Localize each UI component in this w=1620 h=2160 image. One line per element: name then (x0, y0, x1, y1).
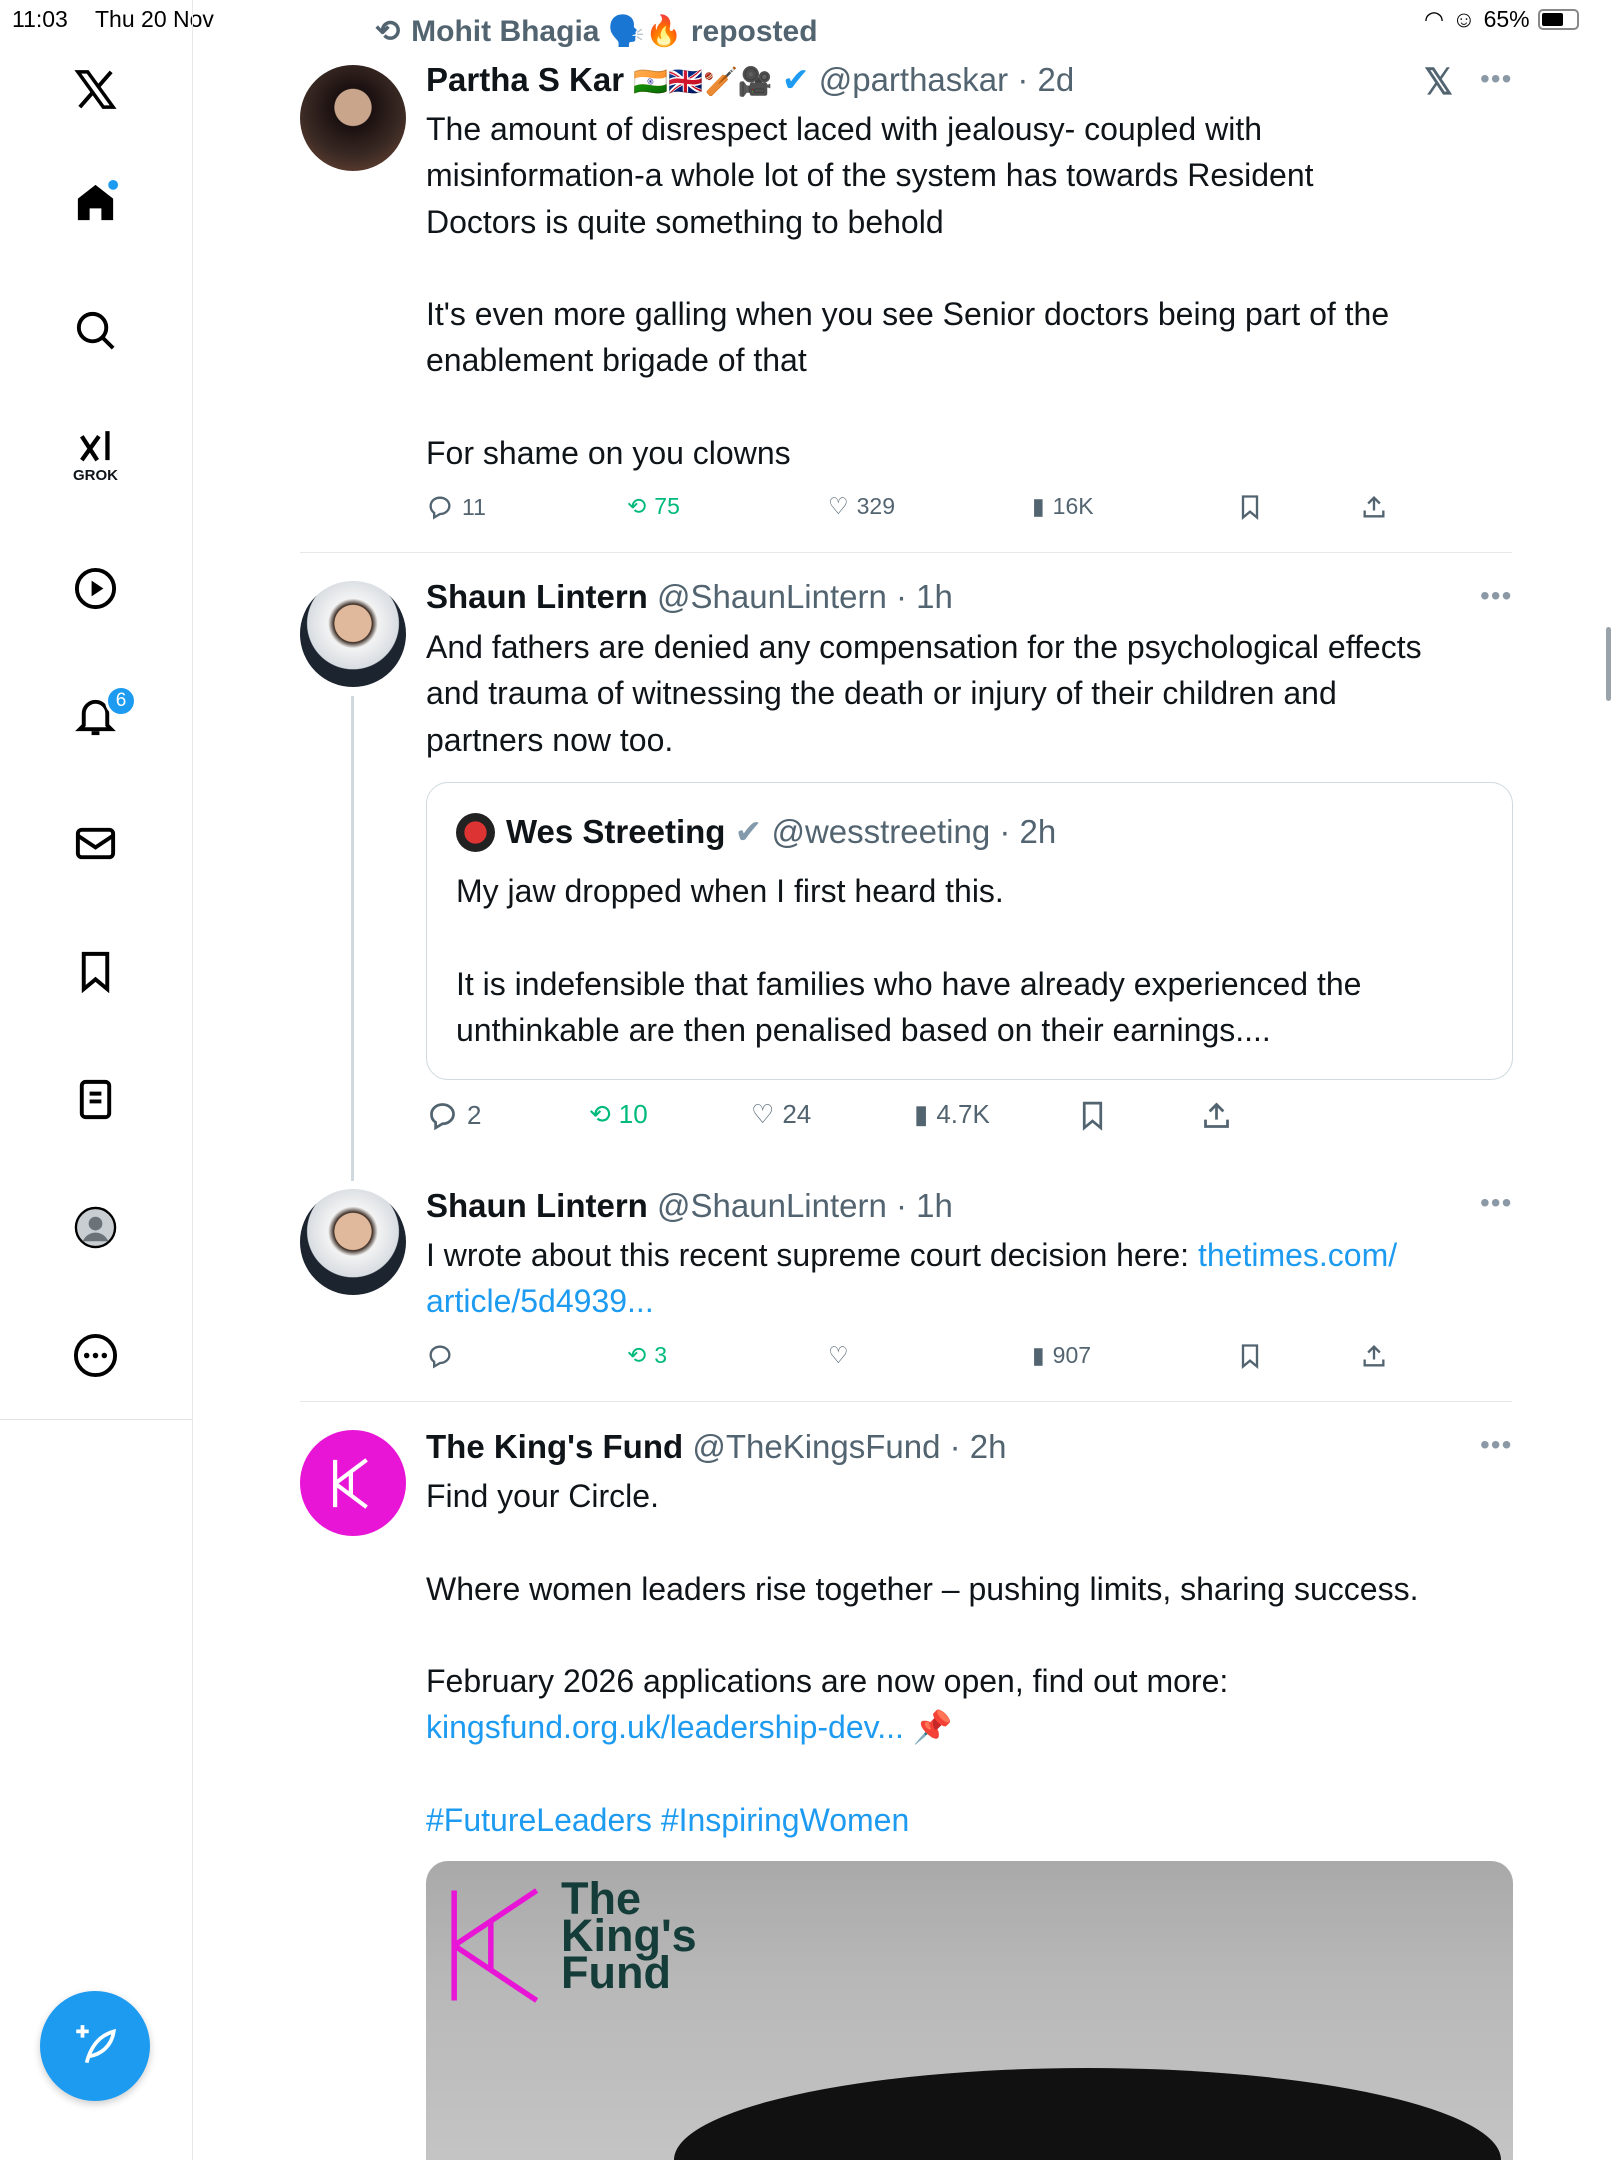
search-icon[interactable] (61, 296, 130, 365)
like-button[interactable]: ♡ 24 (751, 1099, 812, 1129)
tweet-header (426, 1185, 953, 1226)
avatar[interactable] (300, 581, 406, 687)
verified-icon: ✔ (781, 61, 810, 98)
avatar[interactable] (300, 1189, 406, 1295)
verified-icon: ✔ (734, 813, 763, 850)
focus-icon: ☺ (1452, 6, 1476, 32)
bookmark-icon (1236, 1342, 1264, 1370)
repost-icon: ⟲ (627, 493, 647, 519)
reply-button[interactable]: 11 (426, 493, 486, 521)
tweet-actions (426, 1099, 1418, 1140)
mail-icon[interactable] (61, 809, 130, 878)
views-button[interactable]: ▮ 16K (1032, 493, 1094, 519)
views-icon: ▮ (1032, 1342, 1045, 1368)
views-icon: ▮ (914, 1099, 929, 1129)
reply-button[interactable]: 2 (426, 1099, 481, 1132)
divider (300, 552, 1512, 553)
tweet-header (426, 1426, 1007, 1467)
author-name[interactable]: Partha S Kar (426, 61, 625, 98)
hashtags[interactable]: #FutureLeaders #InspiringWomen (426, 1802, 910, 1839)
repost-icon: ⟲ (627, 1342, 647, 1368)
status-time: 11:03 (12, 6, 68, 32)
quote-text: My jaw dropped when I first heard this. It is indefensible that families who have already experienced the unthinkable are then penalised based on their earnings.... (456, 873, 1362, 1048)
tweet-actions (426, 1342, 1418, 1383)
heart-icon: ♡ (751, 1099, 775, 1129)
compose-icon (70, 2021, 120, 2071)
heart-icon: ♡ (828, 1342, 849, 1368)
video-icon[interactable] (61, 554, 130, 623)
author-handle[interactable]: @TheKingsFund (692, 1428, 941, 1465)
leadership-link[interactable]: kingsfund.org.uk/leadership-dev... (426, 1709, 904, 1746)
repost-button[interactable]: ⟲ 3 (627, 1342, 668, 1368)
reply-icon (426, 1099, 459, 1132)
battery-icon (1538, 9, 1579, 30)
tweet-time: · 2h (949, 1428, 1007, 1465)
bookmark-button[interactable] (1076, 1099, 1109, 1132)
views-button[interactable]: ▮ 907 (1032, 1342, 1092, 1368)
author-name[interactable]: Shaun Lintern (426, 1187, 648, 1224)
tweet-text: The amount of disrespect laced with jealousy- coupled with misinformation-a whole lot of the system has towards Resident Doctors is quite something to behold It's even more galling when you see Senior doctors being part of the enablement brigade of that For shame on you clowns (426, 111, 1390, 472)
share-button[interactable] (1200, 1099, 1233, 1132)
tweet-time: · 1h (896, 578, 953, 615)
views-icon: ▮ (1032, 493, 1045, 519)
bookmark-button[interactable] (1236, 493, 1264, 521)
repost-icon: ⟲ (375, 15, 401, 48)
like-button[interactable]: ♡ 329 (828, 493, 895, 519)
share-button[interactable] (1360, 493, 1388, 521)
share-icon (1360, 1342, 1388, 1370)
share-icon (1200, 1099, 1233, 1132)
repost-icon: ⟲ (589, 1099, 611, 1129)
views-button[interactable]: ▮ 4.7K (914, 1099, 990, 1129)
author-handle[interactable]: @ShaunLintern (657, 578, 887, 615)
tweet-header (426, 576, 953, 617)
repost-button[interactable]: ⟲ 10 (589, 1099, 648, 1129)
reply-icon (426, 493, 454, 521)
tweet-time: · 1h (896, 1187, 953, 1224)
photo-hair (674, 2068, 1501, 2160)
avatar[interactable] (300, 1430, 406, 1536)
repost-indicator (375, 14, 818, 49)
reposted-by[interactable]: Mohit Bhagia 🗣️🔥 reposted (411, 15, 818, 48)
more-options-icon[interactable]: ••• (1480, 1429, 1513, 1460)
bookmark-icon[interactable] (61, 937, 130, 1006)
quote-avatar (456, 813, 495, 852)
reply-button[interactable] (426, 1342, 454, 1370)
tweet-header (426, 59, 1074, 102)
more-options-icon[interactable]: ••• (1480, 1187, 1513, 1218)
tweet-text: And fathers are denied any compensation for the psychological effects and trauma of witnessing the death or injury of their children and partners now too. (426, 629, 1422, 758)
like-button[interactable] (828, 1342, 849, 1369)
scrollbar[interactable] (1606, 627, 1611, 701)
status-date: Thu 20 Nov (95, 6, 214, 32)
share-button[interactable] (1360, 1342, 1388, 1370)
reply-icon (426, 1342, 454, 1370)
quoted-tweet[interactable] (426, 782, 1513, 1080)
grok-label: GROK (73, 466, 118, 484)
more-icon[interactable] (61, 1321, 130, 1390)
heart-icon: ♡ (828, 493, 849, 519)
tweet-media-image[interactable] (426, 1861, 1513, 2160)
author-handle[interactable]: @ShaunLintern (657, 1187, 887, 1224)
bookmark-icon (1076, 1099, 1109, 1132)
status-icons (1424, 6, 1579, 33)
divider (300, 1401, 1512, 1402)
tweet-text-main: Find your Circle. Where women leaders rise together – pushing limits, sharing success. February 2026 applications are now open, find out more: (426, 1478, 1419, 1700)
tweet-actions (426, 493, 1418, 534)
lists-icon[interactable] (61, 1065, 130, 1134)
quote-author-handle: @wesstreeting (771, 813, 991, 850)
more-options-icon[interactable]: ••• (1480, 580, 1513, 611)
notification-badge: 6 (105, 685, 137, 717)
x-logo-icon[interactable] (61, 55, 130, 124)
share-icon (1360, 493, 1388, 521)
kings-fund-media-logo (445, 1880, 555, 2011)
name-emojis: 🇮🇳🇬🇧🏏🎥 (633, 66, 773, 97)
author-handle[interactable]: @parthaskar (818, 61, 1009, 98)
kings-fund-logo-icon (322, 1452, 385, 1515)
avatar[interactable] (300, 65, 406, 171)
sidebar (0, 0, 193, 2160)
thread-line (351, 696, 354, 1181)
tweet-time: · 2d (1017, 61, 1075, 98)
bookmark-button[interactable] (1236, 1342, 1264, 1370)
compose-button[interactable] (40, 1991, 150, 2101)
wifi-icon: ◠ (1424, 6, 1445, 32)
grok-icon[interactable] (61, 420, 130, 489)
bookmark-icon (1236, 493, 1264, 521)
article-link[interactable]: thetimes.com/ article/5d4939... (426, 1237, 1398, 1320)
sidebar-divider (0, 1419, 193, 1420)
tweet-text: I wrote about this recent supreme court decision here: (426, 1237, 1198, 1273)
more-options-icon[interactable]: ••• (1480, 63, 1513, 94)
home-icon[interactable] (61, 168, 130, 237)
author-name[interactable]: The King's Fund (426, 1428, 684, 1465)
media-logo-text: The King's Fund (561, 1873, 697, 1998)
profile-icon[interactable] (61, 1193, 130, 1262)
quote-author-name: Wes Streeting (506, 813, 726, 850)
grok-icon[interactable]: 𝕏 (1424, 61, 1454, 102)
battery-percent: 65% (1483, 6, 1530, 32)
tweet-text (426, 1473, 1514, 1843)
quote-time: · 2h (999, 813, 1057, 850)
author-name[interactable]: Shaun Lintern (426, 578, 648, 615)
pin-emoji: 📌 (912, 1709, 953, 1746)
repost-button[interactable]: ⟲ 75 (627, 493, 680, 519)
